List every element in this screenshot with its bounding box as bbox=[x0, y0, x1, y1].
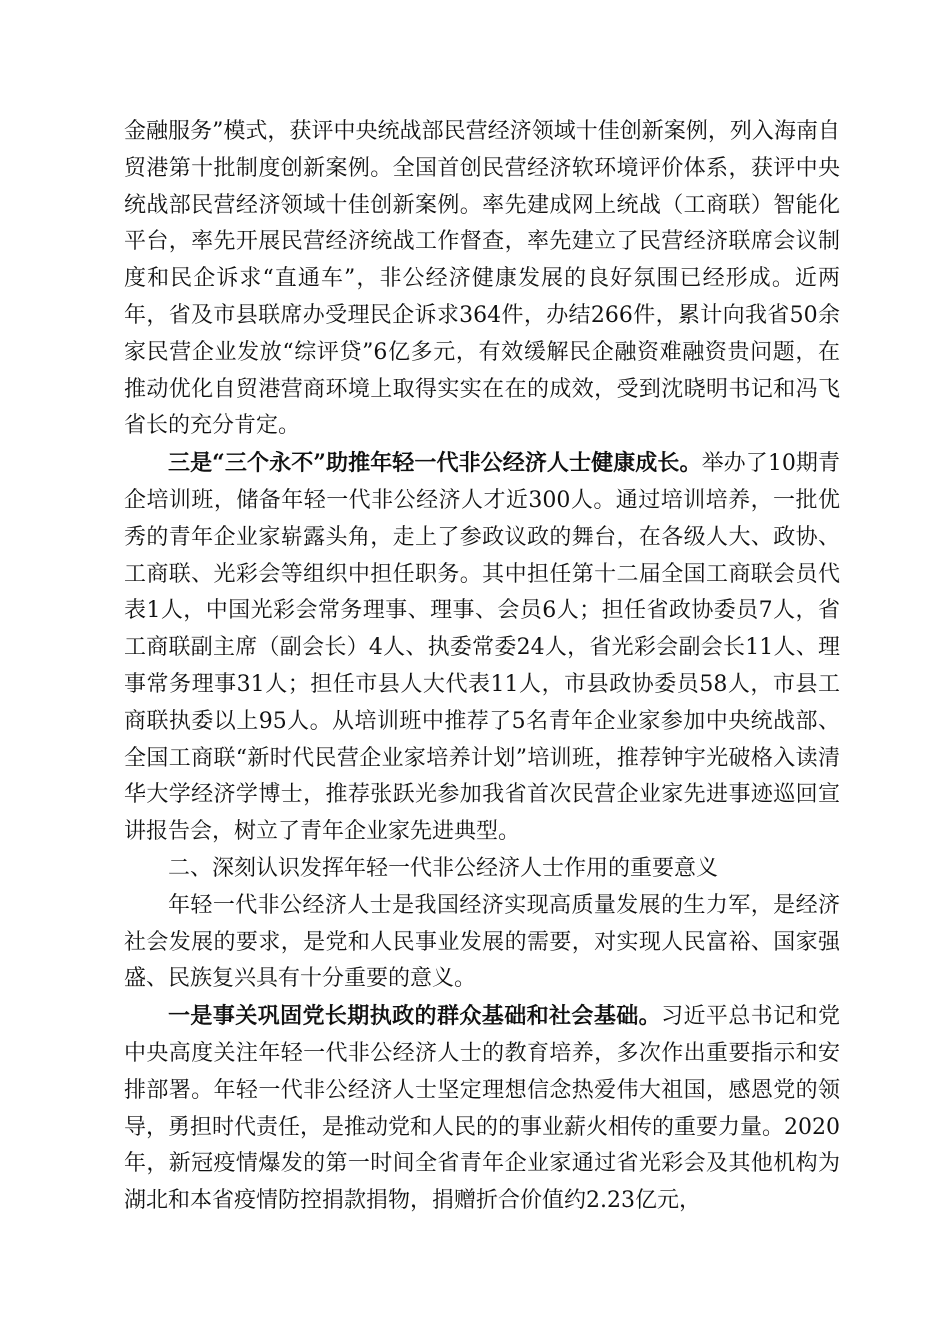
document-body bbox=[124, 114, 840, 1220]
paragraph-heading: 一是事关巩固党长期执政的群众基础和社会基础。 bbox=[168, 1003, 662, 1030]
paragraph-text: 举办了10期青企培训班，储备年轻一代非公经济人才近300人。通过培训培养，一批优秀的青年企业家崭露头角，走上了参政议政的舞台，在各级人大、政协、工商联、光彩会等组织中担任职务。其中担任第十二届全国工商联会员代表1人，中国光彩会常务理事、理事、会员6人；担任省政协委员7人，省工商联副主席（副会长）4人、执委常委24人，省光彩会副会长11人、理事常务理事31人；担任市县人大代表11人，市县政协委员58人，市县工商联执委以上95人。从培训班中推荐了5名青年企业家参加中央统战部、全国工商联“新时代民营企业家培养计划”培训班，推荐钟宇光破格入读清华大学经济学博士，推荐张跃光参加我省首次民营企业家先进事迹巡回宣讲报告会，树立了青年企业家先进典型。 bbox=[124, 451, 841, 845]
section-heading-text: 二、深刻认识发挥年轻一代非公经济人士作用的重要意义 bbox=[168, 855, 719, 881]
section-heading bbox=[124, 851, 840, 888]
paragraph-point-three bbox=[124, 445, 840, 851]
paragraph-text: 金融服务”模式，获评中央统战部民营经济领域十佳创新案例，列入海南自贸港第十批制度创新案例。全国首创民营经济软环境评价体系，获评中央统战部民营经济领域十佳创新案例。率先建成网上统战（工商联）智能化平台，率先开展民营经济统战工作督查，率先建立了民营经济联席会议制度和民企诉求“直通车”，非公经济健康发展的良好氛围已经形成。近两年，省及市县联席办受理民企诉求364件，办结266件，累计向我省50余家民营企业发放“综评贷”6亿多元，有效缓解民企融资难融资贵问题，在推动优化自贸港营商环境上取得实实在在的成效，受到沈晓明书记和冯飞省长的充分肯定。 bbox=[124, 119, 840, 439]
paragraph-heading: 三是“三个永不”助推年轻一代非公经济人士健康成长。 bbox=[168, 450, 702, 477]
paragraph-intro bbox=[124, 888, 840, 998]
paragraph-point-one bbox=[124, 998, 840, 1220]
paragraph-continuation bbox=[124, 114, 840, 445]
paragraph-text: 习近平总书记和党中央高度关注年轻一代非公经济人士的教育培养，多次作出重要指示和安排部署。年轻一代非公经济人士坚定理想信念热爱伟大祖国，感恩党的领导，勇担时代责任，是推动党和人民的的事业薪火相传的重要力量。2020年，新冠疫情爆发的第一时间全省青年企业家通过省光彩会及其他机构为湖北和本省疫情防控捐款捐物，捐赠折合价值约2.23亿元， bbox=[124, 1004, 840, 1214]
paragraph-text: 年轻一代非公经济人士是我国经济实现高质量发展的生力军，是经济社会发展的要求，是党和人民事业发展的需要，对实现人民富裕、国家强盛、民族复兴具有十分重要的意义。 bbox=[124, 892, 840, 992]
